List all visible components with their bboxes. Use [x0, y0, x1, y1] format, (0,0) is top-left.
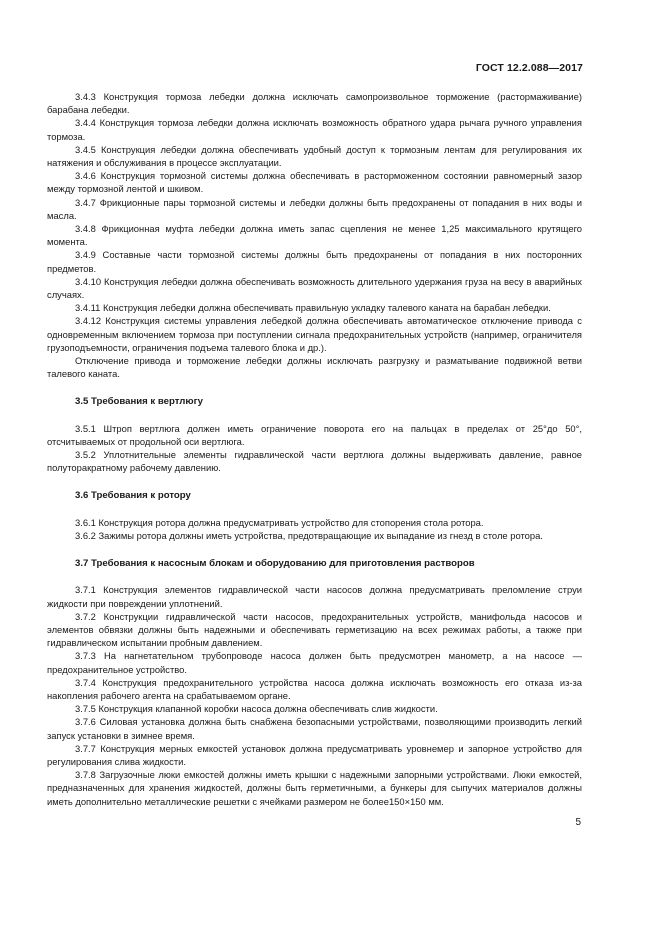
- paragraph-3-7-7: 3.7.7 Конструкция мерных емкостей установок должна предусматривать уровнемер и запорное устройство для регулирования слива жидкости.: [47, 742, 582, 767]
- paragraph-3-7-3: 3.7.3 На нагнетательном трубопроводе насоса должен быть предусмотрен манометр, а на насосе — предохранительное устройство.: [47, 650, 582, 675]
- paragraph-3-4-5: 3.4.5 Конструкция лебедки должна обеспечивать удобный доступ к тормозным лентам для регулирования их натяжения и обслуживания в процессе эксплуатации.: [47, 143, 582, 169]
- page-number: 5: [575, 817, 581, 828]
- paragraph-3-7-1: 3.7.1 Конструкция элементов гидравлической части насосов должна предусматривать преломление струи жидкости при повреждении уплотнений.: [47, 584, 582, 609]
- section-heading-3-5: 3.5 Требования к вертлюгу: [75, 396, 203, 408]
- paragraph-3-4-6: 3.4.6 Конструкция тормозной системы должна обеспечивать в расторможенном состоянии равномерный зазор между тормозной лентой и шкивом.: [47, 170, 582, 195]
- document-body: [47, 90, 582, 808]
- section-heading-3-7: 3.7 Требования к насосным блокам и оборудованию для приготовления растворов: [75, 558, 475, 570]
- paragraph-3-4-4: 3.4.4 Конструкция тормоза лебедки должна исключать возможность обратного удара рычага ручного управления тормоза.: [47, 117, 582, 142]
- paragraph-3-4-8: 3.4.8 Фрикционная муфта лебедки должна иметь запас сцепления не менее 1,25 максимального крутящего момента.: [47, 223, 582, 248]
- paragraph-3-4-12-note: Отключение привода и торможение лебедки должны исключать разгрузку и разматывание подвижной ветви талевого каната.: [47, 355, 582, 380]
- paragraph-3-7-8: 3.7.8 Загрузочные люки емкостей должны иметь крышки с надежными запорными устройствами. Люки емкостей, предназначенных для хранения жидкостей, должны быть герметичными, а бункеры для сыпучих материалов должны иметь дополнительно металлические решетки с ячейками размером не более150×150 мм.: [47, 769, 582, 807]
- paragraph-3-4-12: 3.4.12 Конструкция системы управления лебедкой должна обеспечивать автоматическое отключение привода с одновременным включением тормоза при поступлении сигнала предохранительных устройств (например, ограничителя грузоподъемности, ограничения подъема талевого блока и др.).: [47, 315, 582, 353]
- paragraph-3-4-7: 3.4.7 Фрикционные пары тормозной системы и лебедки должны быть предохранены от попадания в них воды и масла.: [47, 196, 582, 221]
- paragraph-3-6-1: 3.6.1 Конструкция ротора должна предусматривать устройство для стопорения стола ротора.: [75, 516, 484, 528]
- paragraph-3-4-10: 3.4.10 Конструкция лебедки должна обеспечивать возможность длительного удержания груза на весу в аварийных случаях.: [47, 275, 582, 301]
- paragraph-3-7-4: 3.7.4 Конструкция предохранительного устройства насоса должна исключать возможность его отказа из-за накопления рабочего агента на срабатываемом органе.: [47, 676, 582, 701]
- gost-header: ГОСТ 12.2.088—2017: [475, 62, 583, 74]
- paragraph-3-7-2: 3.7.2 Конструкции гидравлической части насосов, предохранительных устройств, манифольда насосов и элементов обвязки должны быть надежными и обеспечивать герметизацию на всех режимах работы, а также при гидравлическом испытании пробным давлением.: [47, 610, 582, 649]
- paragraph-3-4-9: 3.4.9 Составные части тормозной системы должны быть предохранены от попадания в них посторонних предметов.: [47, 249, 582, 274]
- section-heading-3-6: 3.6 Требования к ротору: [75, 490, 191, 502]
- paragraph-3-7-6: 3.7.6 Силовая установка должна быть снабжена безопасными устройствами, позволяющими производить легкий запуск установки в зимнее время.: [47, 716, 582, 741]
- paragraph-3-5-2: 3.5.2 Уплотнительные элементы гидравлической части вертлюга должны выдерживать давление, равное полуторакратному рабочему давлению.: [47, 449, 582, 474]
- paragraph-3-4-3: 3.4.3 Конструкция тормоза лебедки должна исключать самопроизвольное торможение (растормаживание) барабана лебедки.: [47, 91, 582, 116]
- paragraph-3-7-5: 3.7.5 Конструкция клапанной коробки насоса должна обеспечивать слив жидкости.: [75, 703, 438, 715]
- paragraph-3-4-11: 3.4.11 Конструкция лебедки должна обеспечивать правильную укладку талевого каната на барабан лебедки.: [75, 302, 551, 314]
- paragraph-3-6-2: 3.6.2 Зажимы ротора должны иметь устройства, предотвращающие их выпадание из гнезд в столе ротора.: [75, 529, 543, 541]
- paragraph-3-5-1: 3.5.1 Штроп вертлюга должен иметь ограничение поворота его на пальцах в пределах от 25°до 50°, отсчитываемых от продольной оси вертлюга.: [47, 422, 582, 447]
